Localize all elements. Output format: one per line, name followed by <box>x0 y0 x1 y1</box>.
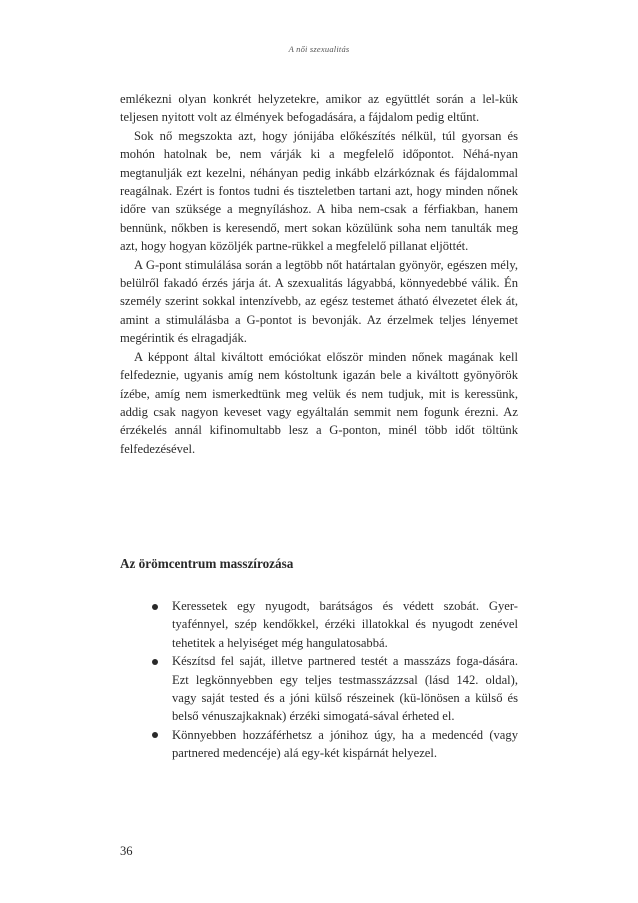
list-item-text: Készítsd fel saját, illetve partnered testét a masszázs foga-dására. Ezt legkönnyebben egy teljes testmasszázzsal (lásd 142. oldal), vagy saját tested és a jóni külső részeinek (kü-lönösen a külső és belső vénuszajkaknak) érzéki simogatá-sával érheted el. <box>172 654 518 724</box>
paragraph: A képpont által kiváltott emóciókat először minden nőnek magának kell felfedeznie, ugyanis amíg nem kóstoltunk igazán bele a kiváltott gyönyörök ízébe, amíg nem ismerkedtünk meg velük és nem tudjuk, mit is keressünk, addig csak nagyon keveset vagy egyáltalán semmit nem fogunk érezni. Az érzékelés annál kifinomultabb lesz a G-ponton, minél több időt töltünk felfedezésével. <box>120 349 518 456</box>
running-head: A női szexualitás <box>288 44 350 54</box>
section-heading: Az örömcentrum masszírozása <box>120 556 294 571</box>
body-text <box>120 90 518 458</box>
list-item <box>148 726 518 763</box>
paragraph: emlékezni olyan konkrét helyzetekre, amikor az együttlét során a lel-kük teljesen nyitott volt az élmények befogadására, a fájdalom pedig eltűnt. <box>120 92 518 125</box>
list-item <box>148 597 518 652</box>
paragraph: A G-pont stimulálása során a legtöbb nőt határtalan gyönyör, egészen mély, belülről fakadó érzés járja át. A szexualitás lágyabbá, könnyedebbé válik. Én személy szerint sokkal intenzívebb, az egész testemet átható élvezetet élek át, amint a stimulálásba a G-pontot is bevonják. Az érzelmek teljes lényemet megérintik és elragadják. <box>120 257 518 346</box>
list-item <box>148 652 518 726</box>
list-item-text: Keressetek egy nyugodt, barátságos és védett szobát. Gyer-tyafénnyel, szép kendőkkel, érzéki illatokkal és nyugodt zenével tehetitek a helyiséget még hangulatosabbá. <box>172 599 518 650</box>
bullet-icon <box>152 732 158 738</box>
bullet-icon <box>152 659 158 665</box>
list-item-text: Könnyebben hozzáférhetsz a jónihoz úgy, ha a medencéd (vagy partnered medencéje) alá egy-két kispárnát helyezel. <box>172 727 518 761</box>
paragraph: Sok nő megszokta azt, hogy jónijába előkészítés nélkül, túl gyorsan és mohón hatolnak be, nem várják ki a megfelelő időpontot. Néhá-nyan megtanulják ezt kezelni, néhányan pedig inkább elzárkóznak és fájdalommal reagálnak. Ezért is fontos tudni és tiszteletben tartani azt, hogy minden nőnek időre van szüksége a megnyíláshoz. A hiba nem-csak a férfiakban, hanem bennünk, nőkben is keresendő, mert sokan közülünk soha nem tanulták meg azt, hogy hogyan közöljék partne-rükkel a megfelelő pillanat eljöttét. <box>120 128 518 254</box>
bullet-icon <box>152 604 158 610</box>
bullet-list <box>148 597 518 763</box>
page-number: 36 <box>120 844 133 858</box>
